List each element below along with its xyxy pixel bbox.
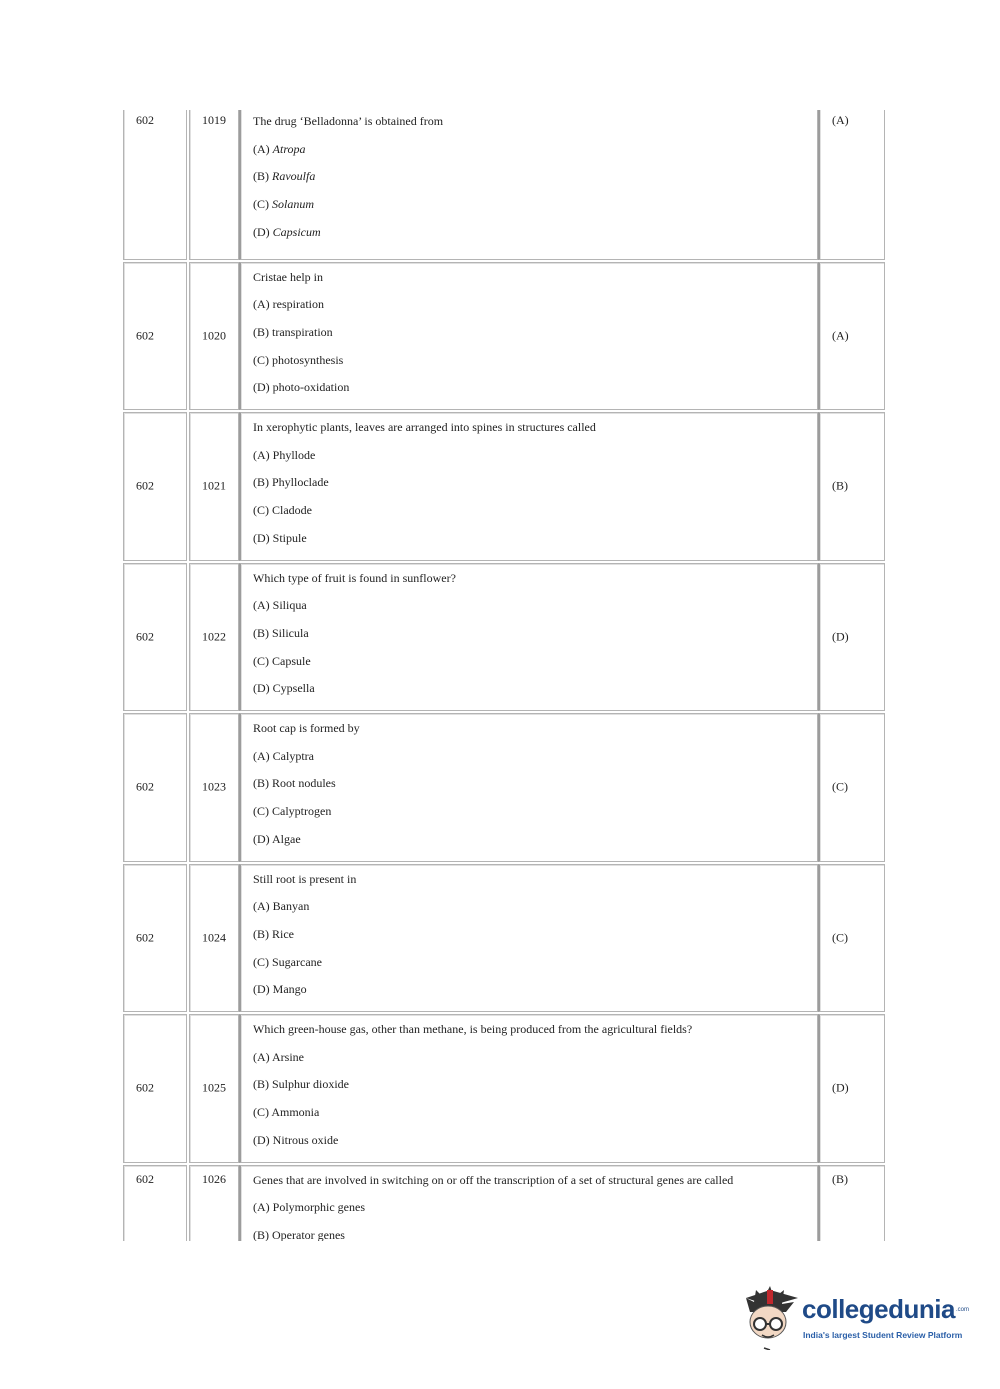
option-label: (A) xyxy=(253,748,270,763)
question-number: 1026 xyxy=(202,1171,226,1186)
table-row xyxy=(122,110,886,261)
option xyxy=(253,1132,809,1160)
option-label: (B) xyxy=(253,324,269,339)
option xyxy=(253,224,809,252)
question-number-cell xyxy=(189,1165,239,1242)
question-cell xyxy=(239,1014,818,1163)
option xyxy=(253,680,809,708)
question-text: Cristae help in xyxy=(253,269,323,284)
option-text: Ammonia xyxy=(271,1105,320,1120)
logo-name: collegedunia xyxy=(802,1294,955,1324)
question-text: Still root is present in xyxy=(253,871,357,886)
option xyxy=(253,324,809,352)
option xyxy=(253,775,809,803)
option-label: (B) xyxy=(253,926,269,941)
option-text: Sugarcane xyxy=(272,954,322,969)
option xyxy=(253,954,809,982)
option-text: Capsicum xyxy=(272,224,321,239)
question-cell xyxy=(239,1165,818,1242)
question-number-cell xyxy=(189,110,239,260)
question-text: Which green-house gas, other than methane, is being produced from the agricultural fields? xyxy=(253,1022,693,1036)
option-label: (C) xyxy=(253,197,269,212)
table-row xyxy=(122,712,886,863)
answer-key: (D) xyxy=(832,1080,849,1095)
logo-suffix: .com xyxy=(956,1307,970,1313)
option-label: (B) xyxy=(253,169,269,184)
option-label: (B) xyxy=(253,776,269,791)
set-number: 602 xyxy=(136,1080,154,1095)
option-label: (A) xyxy=(253,141,270,156)
question-number: 1020 xyxy=(202,328,226,343)
set-number: 602 xyxy=(136,1171,154,1186)
question-number: 1024 xyxy=(202,930,226,945)
question-text: In xerophytic plants, leaves are arranged into spines in structures called xyxy=(253,420,596,434)
option-text: Polymorphic genes xyxy=(272,1200,365,1215)
option xyxy=(253,625,809,653)
option-text: photo-oxidation xyxy=(272,380,350,395)
option-text: Sulphur dioxide xyxy=(272,1077,349,1092)
option xyxy=(253,1227,809,1241)
question-cell xyxy=(239,713,818,862)
option xyxy=(253,803,809,831)
answer-cell xyxy=(818,713,885,862)
option-label: (D) xyxy=(253,1132,270,1147)
set-cell xyxy=(123,1165,187,1242)
set-number: 602 xyxy=(136,478,154,493)
answer-cell xyxy=(818,412,885,561)
option-text: Arsine xyxy=(272,1049,305,1064)
option xyxy=(253,1104,809,1132)
question-number: 1021 xyxy=(202,478,226,493)
option-text: Atropa xyxy=(272,141,306,156)
option-text: respiration xyxy=(272,297,324,312)
table-row xyxy=(122,1013,886,1164)
collegedunia-logo xyxy=(740,1280,970,1355)
option xyxy=(253,196,809,224)
question-number-cell xyxy=(189,713,239,862)
set-cell xyxy=(123,110,187,260)
option-label: (B) xyxy=(253,475,269,490)
option xyxy=(253,926,809,954)
answer-cell xyxy=(818,110,885,260)
option-label: (A) xyxy=(253,447,270,462)
option-label: (D) xyxy=(253,831,270,846)
option xyxy=(253,530,809,558)
option-text: Ravoulfa xyxy=(272,169,316,184)
option xyxy=(253,447,809,475)
answer-cell xyxy=(818,1165,885,1242)
set-number: 602 xyxy=(136,629,154,644)
option-label: (C) xyxy=(253,804,269,819)
option xyxy=(253,296,809,324)
option xyxy=(253,653,809,681)
option-text: Nitrous oxide xyxy=(272,1132,339,1147)
option xyxy=(253,502,809,530)
option-label: (B) xyxy=(253,1227,269,1241)
option-text: transpiration xyxy=(272,324,333,339)
question-cell xyxy=(239,412,818,561)
question-cell xyxy=(239,563,818,712)
question-number-cell xyxy=(189,1014,239,1163)
option xyxy=(253,1049,809,1077)
option-text: Banyan xyxy=(272,899,310,914)
option-label: (A) xyxy=(253,1200,270,1215)
set-number: 602 xyxy=(136,779,154,794)
option xyxy=(253,474,809,502)
option-text: Stipule xyxy=(272,530,307,545)
answer-key: (A) xyxy=(832,113,849,127)
option-text: Phyllode xyxy=(272,447,316,462)
option-label: (A) xyxy=(253,1049,270,1064)
option xyxy=(253,1199,809,1227)
option xyxy=(253,1076,809,1104)
set-cell xyxy=(123,864,187,1013)
answer-key: (C) xyxy=(832,930,848,945)
mascot-icon xyxy=(740,1280,802,1350)
option-text: Cladode xyxy=(272,503,312,518)
set-cell xyxy=(123,1014,187,1163)
set-number: 602 xyxy=(136,930,154,945)
set-number: 602 xyxy=(136,328,154,343)
option-label: (B) xyxy=(253,625,269,640)
option-text: Capsule xyxy=(272,653,311,668)
option-label: (A) xyxy=(253,598,270,613)
question-number: 1019 xyxy=(202,113,226,127)
question-text: Root cap is formed by xyxy=(253,721,360,735)
question-cell xyxy=(239,110,818,260)
table-row xyxy=(122,863,886,1014)
option xyxy=(253,379,809,407)
option-text: Operator genes xyxy=(272,1227,345,1241)
logo-tagline: India's largest Student Review Platform xyxy=(803,1330,963,1340)
table-row xyxy=(122,411,886,562)
answer-key: (A) xyxy=(832,328,849,343)
set-number: 602 xyxy=(136,113,154,127)
answer-cell xyxy=(818,1014,885,1163)
question-number: 1022 xyxy=(202,629,226,644)
option-text: Phylloclade xyxy=(272,475,329,490)
option-label: (C) xyxy=(253,352,269,367)
option-text: photosynthesis xyxy=(272,352,344,367)
option-label: (A) xyxy=(253,899,270,914)
option xyxy=(253,831,809,859)
set-cell xyxy=(123,262,187,411)
option xyxy=(253,748,809,776)
answer-key: (B) xyxy=(832,1171,848,1186)
option-text: Mango xyxy=(272,982,307,997)
option xyxy=(253,168,809,196)
set-cell xyxy=(123,713,187,862)
option-text: Calyptra xyxy=(272,748,314,763)
table-row xyxy=(122,562,886,713)
question-number: 1025 xyxy=(202,1080,226,1095)
question-number: 1023 xyxy=(202,779,226,794)
option xyxy=(253,352,809,380)
option-text: Root nodules xyxy=(272,776,336,791)
option-label: (D) xyxy=(253,982,270,997)
set-cell xyxy=(123,563,187,712)
option xyxy=(253,981,809,1009)
answer-cell xyxy=(818,262,885,411)
option xyxy=(253,141,809,169)
question-number-cell xyxy=(189,262,239,411)
answer-cell xyxy=(818,864,885,1013)
option-label: (D) xyxy=(253,530,270,545)
table-row xyxy=(122,1164,886,1242)
question-text: The drug ‘Belladonna’ is obtained from xyxy=(253,114,444,128)
answer-key: (D) xyxy=(832,629,849,644)
table-row xyxy=(122,261,886,412)
option-label: (C) xyxy=(253,954,269,969)
answer-cell xyxy=(818,563,885,712)
option-text: Silicula xyxy=(272,625,309,640)
answer-key: (C) xyxy=(832,779,848,794)
option-label: (B) xyxy=(253,1077,269,1092)
question-cell xyxy=(239,262,818,411)
question-number-cell xyxy=(189,563,239,712)
option-text: Calyptrogen xyxy=(272,804,332,819)
option xyxy=(253,597,809,625)
option-text: Cypsella xyxy=(272,681,315,696)
option-text: Solanum xyxy=(272,197,314,212)
option xyxy=(253,898,809,926)
answer-key: (B) xyxy=(832,478,848,493)
option-label: (D) xyxy=(253,681,270,696)
question-number-cell xyxy=(189,412,239,561)
question-cell xyxy=(239,864,818,1013)
question-number-cell xyxy=(189,864,239,1013)
option-text: Siliqua xyxy=(272,598,307,613)
option-text: Algae xyxy=(272,831,301,846)
option-label: (A) xyxy=(253,297,270,312)
option-text: Rice xyxy=(272,926,294,941)
question-text: Which type of fruit is found in sunflower? xyxy=(253,570,456,585)
option-label: (C) xyxy=(253,1105,269,1120)
question-table xyxy=(122,110,886,1241)
question-text: Genes that are involved in switching on or off the transcription of a set of structural genes are called xyxy=(253,1172,734,1187)
option-label: (C) xyxy=(253,503,269,518)
option-label: (D) xyxy=(253,380,270,395)
option-label: (C) xyxy=(253,653,269,668)
set-cell xyxy=(123,412,187,561)
option-label: (D) xyxy=(253,224,270,239)
